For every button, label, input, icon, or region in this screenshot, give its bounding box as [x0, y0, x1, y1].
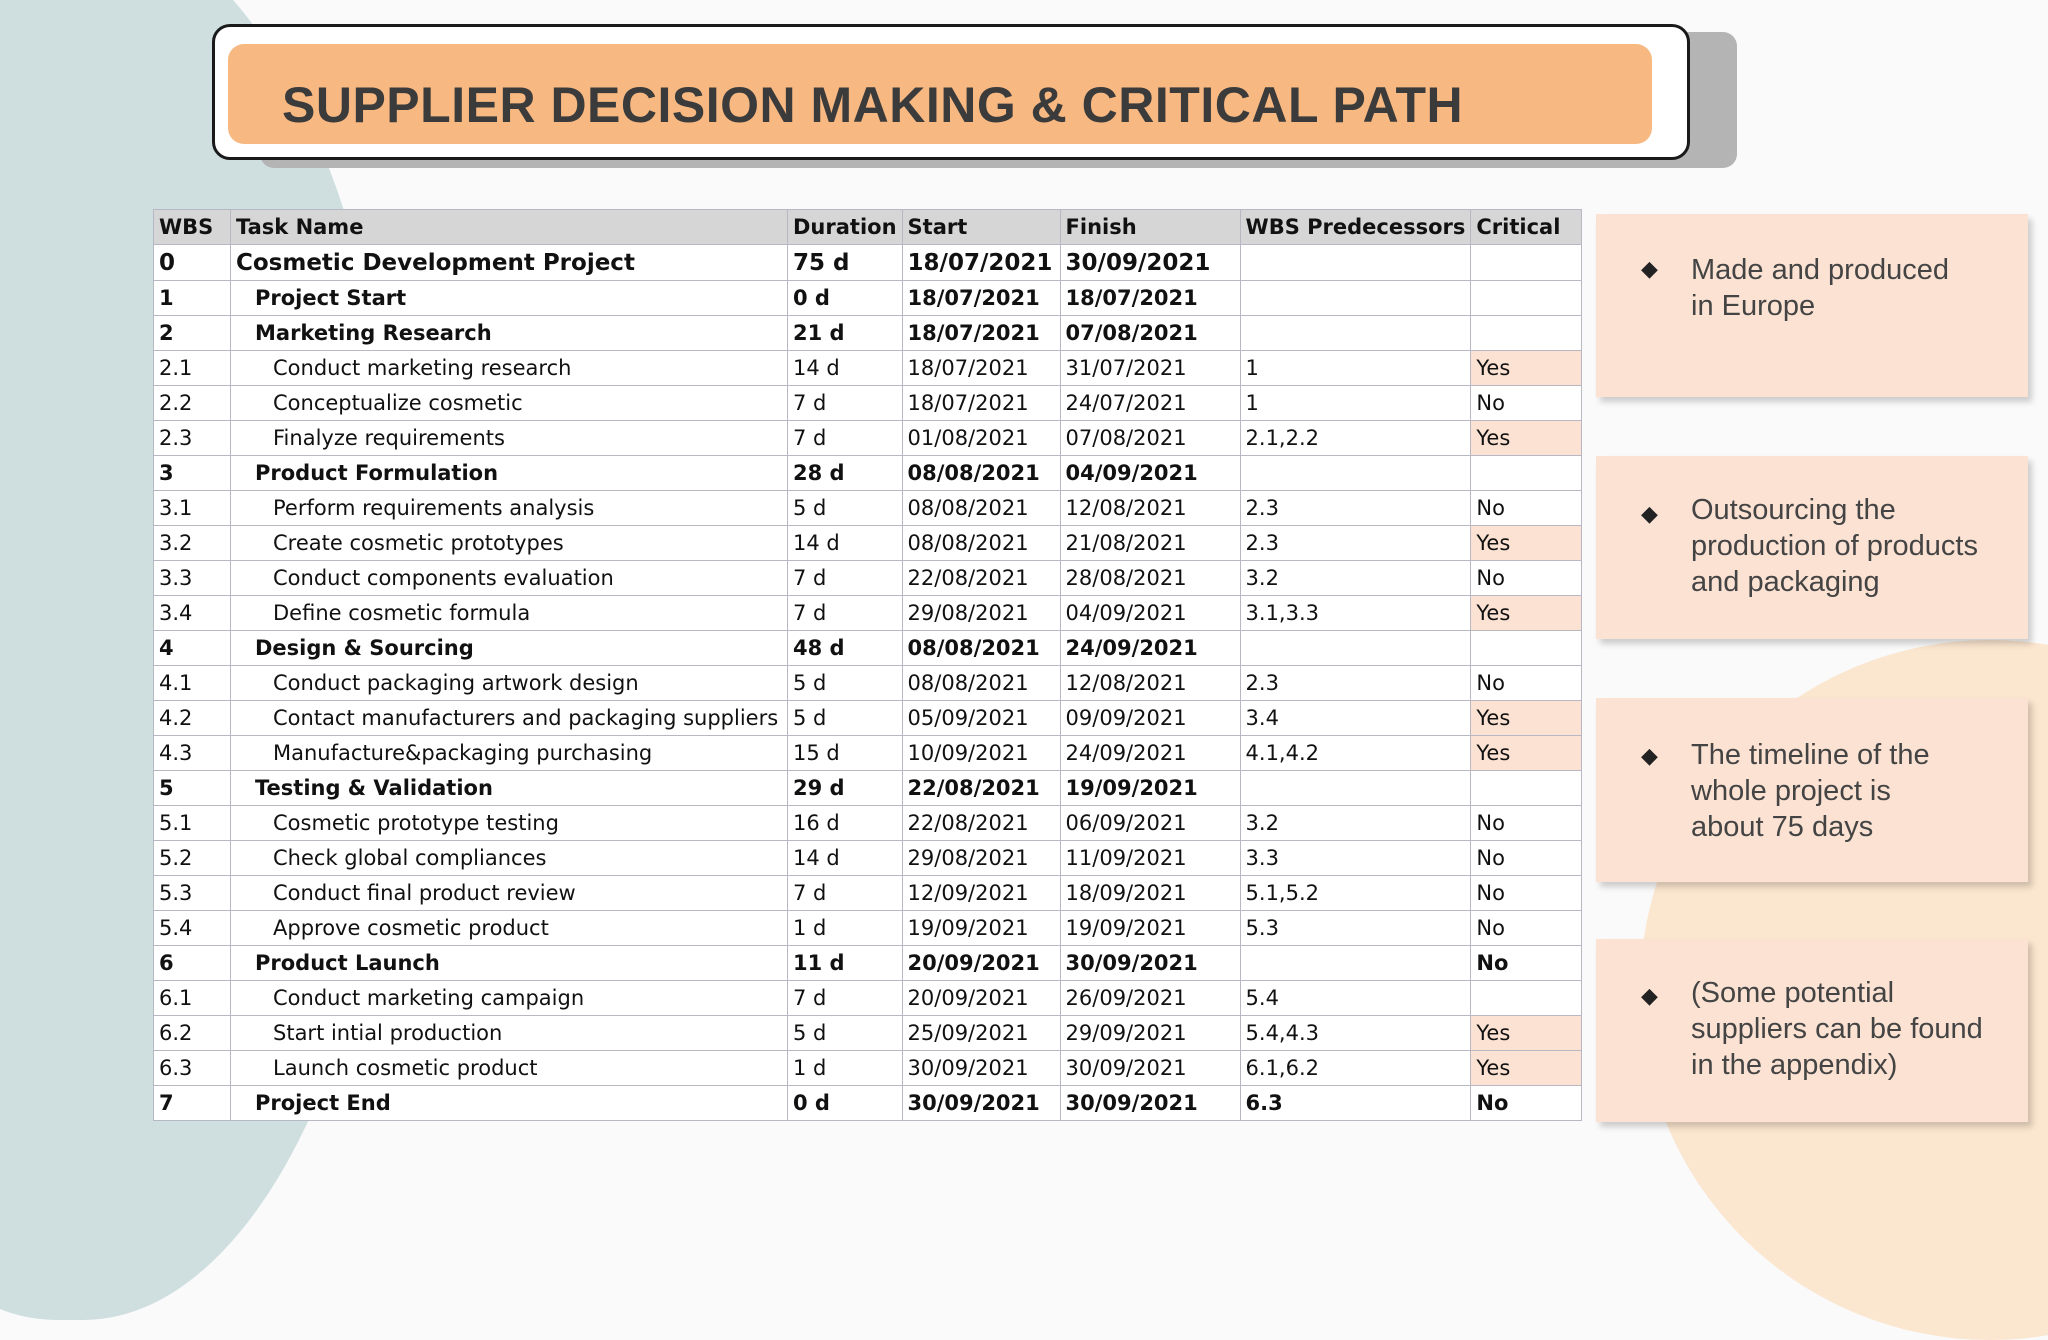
note-text: The timeline of the whole project is about 75 days — [1691, 739, 1930, 843]
cell-task-name: Perform requirements analysis — [231, 491, 788, 526]
cell-wbs: 0 — [154, 245, 231, 281]
diamond-bullet-icon: ◆ — [1641, 501, 1658, 526]
cell-duration: 28 d — [788, 456, 903, 491]
cell-finish: 18/09/2021 — [1060, 876, 1240, 911]
diamond-bullet-icon: ◆ — [1641, 743, 1658, 768]
table-row — [154, 736, 1582, 771]
cell-critical: No — [1471, 946, 1582, 981]
cell-critical — [1471, 771, 1582, 806]
table-row — [154, 1016, 1582, 1051]
cell-predecessors: 3.1,3.3 — [1240, 596, 1471, 631]
header-task-name: Task Name — [231, 210, 788, 245]
cell-duration: 7 d — [788, 421, 903, 456]
cell-wbs: 6.3 — [154, 1051, 231, 1086]
cell-finish: 30/09/2021 — [1060, 946, 1240, 981]
cell-predecessors: 3.3 — [1240, 841, 1471, 876]
cell-duration: 21 d — [788, 316, 903, 351]
cell-finish: 29/09/2021 — [1060, 1016, 1240, 1051]
cell-predecessors: 2.3 — [1240, 666, 1471, 701]
table-row — [154, 245, 1582, 281]
cell-duration: 0 d — [788, 1086, 903, 1121]
cell-task-name: Start intial production — [231, 1016, 788, 1051]
cell-task-name: Cosmetic Development Project — [231, 245, 788, 281]
cell-finish: 06/09/2021 — [1060, 806, 1240, 841]
note-text: Outsourcing the production of products and packaging — [1691, 494, 1978, 598]
table-row — [154, 876, 1582, 911]
cell-predecessors: 6.1,6.2 — [1240, 1051, 1471, 1086]
cell-finish: 28/08/2021 — [1060, 561, 1240, 596]
cell-start: 22/08/2021 — [902, 806, 1060, 841]
cell-wbs: 5.4 — [154, 911, 231, 946]
cell-critical — [1471, 316, 1582, 351]
cell-duration: 7 d — [788, 386, 903, 421]
cell-start: 20/09/2021 — [902, 981, 1060, 1016]
cell-critical: Yes — [1471, 421, 1582, 456]
cell-wbs: 3.2 — [154, 526, 231, 561]
cell-duration: 14 d — [788, 526, 903, 561]
cell-duration: 16 d — [788, 806, 903, 841]
cell-critical: No — [1471, 561, 1582, 596]
cell-finish: 30/09/2021 — [1060, 1086, 1240, 1121]
cell-task-name: Cosmetic prototype testing — [231, 806, 788, 841]
note-card — [1596, 939, 2028, 1122]
cell-start: 25/09/2021 — [902, 1016, 1060, 1051]
cell-predecessors: 3.2 — [1240, 806, 1471, 841]
cell-predecessors: 6.3 — [1240, 1086, 1471, 1121]
cell-duration: 5 d — [788, 666, 903, 701]
cell-duration: 11 d — [788, 946, 903, 981]
note-card — [1596, 214, 2028, 397]
cell-predecessors — [1240, 946, 1471, 981]
cell-start: 29/08/2021 — [902, 841, 1060, 876]
cell-predecessors: 3.4 — [1240, 701, 1471, 736]
cell-finish: 30/09/2021 — [1060, 245, 1240, 281]
header-start: Start — [902, 210, 1060, 245]
table-row — [154, 596, 1582, 631]
table-row — [154, 1086, 1582, 1121]
cell-critical: No — [1471, 911, 1582, 946]
cell-duration: 29 d — [788, 771, 903, 806]
cell-critical: No — [1471, 386, 1582, 421]
cell-predecessors — [1240, 245, 1471, 281]
cell-predecessors: 3.2 — [1240, 561, 1471, 596]
note-text: Made and produced in Europe — [1691, 254, 1949, 322]
cell-duration: 48 d — [788, 631, 903, 666]
cell-task-name: Conduct final product review — [231, 876, 788, 911]
cell-finish: 19/09/2021 — [1060, 771, 1240, 806]
page-title: SUPPLIER DECISION MAKING & CRITICAL PATH — [282, 77, 1464, 133]
header-predecessors: WBS Predecessors — [1240, 210, 1471, 245]
wbs-table — [153, 209, 1582, 1121]
cell-duration: 7 d — [788, 561, 903, 596]
cell-task-name: Conduct marketing campaign — [231, 981, 788, 1016]
cell-wbs: 4 — [154, 631, 231, 666]
cell-task-name: Marketing Research — [231, 316, 788, 351]
cell-task-name: Design & Sourcing — [231, 631, 788, 666]
cell-finish: 31/07/2021 — [1060, 351, 1240, 386]
cell-start: 12/09/2021 — [902, 876, 1060, 911]
cell-start: 29/08/2021 — [902, 596, 1060, 631]
header-duration: Duration — [788, 210, 903, 245]
cell-duration: 7 d — [788, 981, 903, 1016]
cell-start: 30/09/2021 — [902, 1051, 1060, 1086]
cell-start: 08/08/2021 — [902, 456, 1060, 491]
cell-predecessors: 2.1,2.2 — [1240, 421, 1471, 456]
cell-predecessors — [1240, 316, 1471, 351]
cell-duration: 1 d — [788, 1051, 903, 1086]
cell-finish: 11/09/2021 — [1060, 841, 1240, 876]
cell-critical: No — [1471, 1086, 1582, 1121]
cell-task-name: Define cosmetic formula — [231, 596, 788, 631]
header-wbs: WBS — [154, 210, 231, 245]
cell-critical: Yes — [1471, 1016, 1582, 1051]
cell-task-name: Contact manufacturers and packaging suppliers — [231, 701, 788, 736]
cell-finish: 12/08/2021 — [1060, 491, 1240, 526]
cell-finish: 24/09/2021 — [1060, 736, 1240, 771]
cell-task-name: Conduct components evaluation — [231, 561, 788, 596]
table-row — [154, 911, 1582, 946]
table-row — [154, 526, 1582, 561]
cell-predecessors — [1240, 456, 1471, 491]
cell-predecessors: 5.3 — [1240, 911, 1471, 946]
cell-predecessors: 5.4 — [1240, 981, 1471, 1016]
cell-duration: 14 d — [788, 351, 903, 386]
cell-predecessors: 2.3 — [1240, 491, 1471, 526]
cell-predecessors: 2.3 — [1240, 526, 1471, 561]
table-row — [154, 806, 1582, 841]
cell-critical: Yes — [1471, 1051, 1582, 1086]
cell-finish: 26/09/2021 — [1060, 981, 1240, 1016]
table-header-row — [154, 210, 1582, 245]
diamond-bullet-icon: ◆ — [1641, 256, 1658, 281]
cell-finish: 07/08/2021 — [1060, 421, 1240, 456]
cell-duration: 5 d — [788, 701, 903, 736]
table-row — [154, 456, 1582, 491]
table-row — [154, 561, 1582, 596]
cell-task-name: Project End — [231, 1086, 788, 1121]
cell-critical: No — [1471, 841, 1582, 876]
cell-critical — [1471, 281, 1582, 316]
header-finish: Finish — [1060, 210, 1240, 245]
cell-task-name: Project Start — [231, 281, 788, 316]
cell-start: 05/09/2021 — [902, 701, 1060, 736]
table-body — [154, 245, 1582, 1121]
cell-critical — [1471, 981, 1582, 1016]
cell-wbs: 3 — [154, 456, 231, 491]
diamond-bullet-icon: ◆ — [1641, 983, 1658, 1008]
cell-wbs: 3.1 — [154, 491, 231, 526]
cell-critical — [1471, 245, 1582, 281]
cell-duration: 14 d — [788, 841, 903, 876]
cell-start: 18/07/2021 — [902, 245, 1060, 281]
cell-start: 19/09/2021 — [902, 911, 1060, 946]
cell-start: 08/08/2021 — [902, 526, 1060, 561]
table-row — [154, 386, 1582, 421]
cell-critical — [1471, 631, 1582, 666]
cell-wbs: 4.2 — [154, 701, 231, 736]
header-critical: Critical — [1471, 210, 1582, 245]
table-row — [154, 771, 1582, 806]
cell-predecessors — [1240, 631, 1471, 666]
cell-finish: 30/09/2021 — [1060, 1051, 1240, 1086]
cell-duration: 7 d — [788, 876, 903, 911]
note-text: (Some potential suppliers can be found in the appendix) — [1691, 977, 1983, 1081]
table-row — [154, 351, 1582, 386]
cell-critical: No — [1471, 806, 1582, 841]
cell-start: 18/07/2021 — [902, 281, 1060, 316]
cell-start: 30/09/2021 — [902, 1086, 1060, 1121]
cell-task-name: Check global compliances — [231, 841, 788, 876]
cell-finish: 07/08/2021 — [1060, 316, 1240, 351]
cell-critical — [1471, 456, 1582, 491]
cell-critical: No — [1471, 491, 1582, 526]
cell-wbs: 2.1 — [154, 351, 231, 386]
cell-wbs: 2.2 — [154, 386, 231, 421]
cell-predecessors: 4.1,4.2 — [1240, 736, 1471, 771]
cell-start: 18/07/2021 — [902, 386, 1060, 421]
cell-task-name: Conduct marketing research — [231, 351, 788, 386]
cell-duration: 0 d — [788, 281, 903, 316]
cell-start: 08/08/2021 — [902, 666, 1060, 701]
table-row — [154, 631, 1582, 666]
table-row — [154, 946, 1582, 981]
cell-critical: Yes — [1471, 596, 1582, 631]
cell-wbs: 6.1 — [154, 981, 231, 1016]
cell-duration: 5 d — [788, 1016, 903, 1051]
cell-duration: 7 d — [788, 596, 903, 631]
cell-task-name: Finalyze requirements — [231, 421, 788, 456]
cell-task-name: Product Launch — [231, 946, 788, 981]
table-row — [154, 316, 1582, 351]
table-row — [154, 491, 1582, 526]
cell-finish: 04/09/2021 — [1060, 596, 1240, 631]
cell-start: 18/07/2021 — [902, 351, 1060, 386]
cell-finish: 19/09/2021 — [1060, 911, 1240, 946]
note-card — [1596, 698, 2028, 882]
cell-wbs: 6.2 — [154, 1016, 231, 1051]
cell-wbs: 5.1 — [154, 806, 231, 841]
cell-critical: No — [1471, 666, 1582, 701]
cell-critical: Yes — [1471, 701, 1582, 736]
cell-wbs: 4.1 — [154, 666, 231, 701]
table-row — [154, 701, 1582, 736]
cell-predecessors: 5.1,5.2 — [1240, 876, 1471, 911]
cell-finish: 24/09/2021 — [1060, 631, 1240, 666]
cell-finish: 18/07/2021 — [1060, 281, 1240, 316]
cell-predecessors: 1 — [1240, 351, 1471, 386]
cell-task-name: Approve cosmetic product — [231, 911, 788, 946]
cell-finish: 21/08/2021 — [1060, 526, 1240, 561]
table-row — [154, 841, 1582, 876]
cell-start: 08/08/2021 — [902, 631, 1060, 666]
cell-critical: Yes — [1471, 351, 1582, 386]
cell-task-name: Launch cosmetic product — [231, 1051, 788, 1086]
cell-wbs: 1 — [154, 281, 231, 316]
cell-predecessors — [1240, 281, 1471, 316]
cell-wbs: 5.2 — [154, 841, 231, 876]
cell-start: 22/08/2021 — [902, 771, 1060, 806]
cell-critical: No — [1471, 876, 1582, 911]
cell-wbs: 2 — [154, 316, 231, 351]
cell-start: 10/09/2021 — [902, 736, 1060, 771]
cell-start: 20/09/2021 — [902, 946, 1060, 981]
cell-task-name: Manufacture&packaging purchasing — [231, 736, 788, 771]
table-row — [154, 666, 1582, 701]
cell-finish: 12/08/2021 — [1060, 666, 1240, 701]
cell-wbs: 5.3 — [154, 876, 231, 911]
table-row — [154, 421, 1582, 456]
cell-start: 22/08/2021 — [902, 561, 1060, 596]
cell-start: 08/08/2021 — [902, 491, 1060, 526]
cell-critical: Yes — [1471, 526, 1582, 561]
table-row — [154, 281, 1582, 316]
cell-duration: 75 d — [788, 245, 903, 281]
cell-task-name: Testing & Validation — [231, 771, 788, 806]
table-row — [154, 1051, 1582, 1086]
table-row — [154, 981, 1582, 1016]
cell-wbs: 6 — [154, 946, 231, 981]
cell-predecessors — [1240, 771, 1471, 806]
cell-wbs: 3.3 — [154, 561, 231, 596]
cell-start: 01/08/2021 — [902, 421, 1060, 456]
cell-wbs: 3.4 — [154, 596, 231, 631]
cell-duration: 1 d — [788, 911, 903, 946]
cell-predecessors: 1 — [1240, 386, 1471, 421]
cell-wbs: 4.3 — [154, 736, 231, 771]
cell-duration: 5 d — [788, 491, 903, 526]
cell-critical: Yes — [1471, 736, 1582, 771]
cell-finish: 09/09/2021 — [1060, 701, 1240, 736]
cell-wbs: 2.3 — [154, 421, 231, 456]
cell-task-name: Conceptualize cosmetic — [231, 386, 788, 421]
cell-start: 18/07/2021 — [902, 316, 1060, 351]
cell-predecessors: 5.4,4.3 — [1240, 1016, 1471, 1051]
cell-wbs: 7 — [154, 1086, 231, 1121]
cell-task-name: Conduct packaging artwork design — [231, 666, 788, 701]
cell-duration: 15 d — [788, 736, 903, 771]
cell-task-name: Create cosmetic prototypes — [231, 526, 788, 561]
cell-wbs: 5 — [154, 771, 231, 806]
note-card — [1596, 456, 2028, 639]
cell-finish: 24/07/2021 — [1060, 386, 1240, 421]
cell-task-name: Product Formulation — [231, 456, 788, 491]
cell-finish: 04/09/2021 — [1060, 456, 1240, 491]
